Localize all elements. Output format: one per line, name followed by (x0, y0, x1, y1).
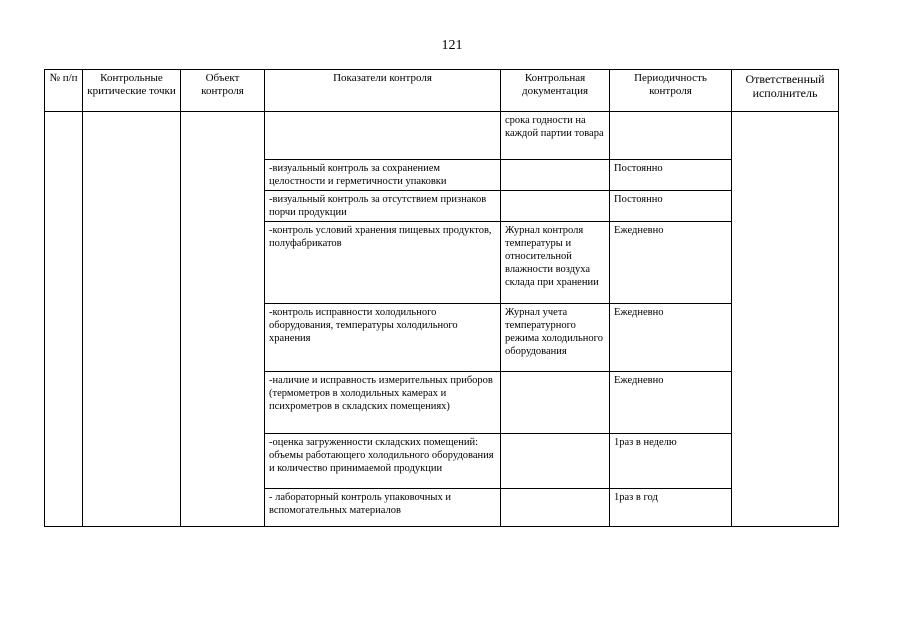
cell-docs (501, 489, 610, 527)
cell-docs (501, 434, 610, 489)
cell-indicator: -контроль исправности холодильного оборудования, температуры холодильного хранения (265, 304, 501, 372)
cell-period: Ежедневно (610, 304, 732, 372)
cell-docs (501, 372, 610, 434)
cell-points (83, 112, 181, 527)
cell-indicator: -визуальный контроль за отсутствием признаков порчи продукции (265, 191, 501, 222)
cell-period: Ежедневно (610, 222, 732, 304)
cell-indicator: -визуальный контроль за сохранением целостности и герметичности упаковки (265, 160, 501, 191)
table-header-row (45, 70, 839, 112)
header-responsible: Ответственный исполнитель (732, 70, 839, 112)
control-table (44, 69, 839, 527)
cell-object (181, 112, 265, 527)
cell-indicator: -оценка загруженности складских помещений: объемы работающего холодильного оборудования и количество принимаемой продукции (265, 434, 501, 489)
header-indicators: Показатели контроля (265, 70, 501, 112)
page-number: 121 (441, 38, 463, 53)
cell-docs: Журнал контроля температуры и относительной влажности воздуха склада при хранении (501, 222, 610, 304)
cell-indicator: - лабораторный контроль упаковочных и вспомогательных материалов (265, 489, 501, 527)
cell-docs (501, 191, 610, 222)
cell-indicator: -контроль условий хранения пищевых продуктов, полуфабрикатов (265, 222, 501, 304)
cell-period: Постоянно (610, 191, 732, 222)
cell-docs: Журнал учета температурного режима холодильного оборудования (501, 304, 610, 372)
header-object: Объект контроля (181, 70, 265, 112)
cell-responsible (732, 112, 839, 527)
header-points: Контрольные критические точки (83, 70, 181, 112)
header-docs: Контрольная документация (501, 70, 610, 112)
cell-period: 1раз в неделю (610, 434, 732, 489)
cell-docs: срока годности на каждой партии товара (501, 112, 610, 160)
cell-period: 1раз в год (610, 489, 732, 527)
cell-indicator: -наличие и исправность измерительных приборов (термометров в холодильных камерах и психрометров в складских помещениях) (265, 372, 501, 434)
table-row (45, 112, 839, 160)
cell-period: Постоянно (610, 160, 732, 191)
cell-period (610, 112, 732, 160)
header-period: Периодичность контроля (610, 70, 732, 112)
header-num: № п/п (45, 70, 83, 112)
cell-period: Ежедневно (610, 372, 732, 434)
cell-indicator (265, 112, 501, 160)
cell-num (45, 112, 83, 527)
cell-docs (501, 160, 610, 191)
